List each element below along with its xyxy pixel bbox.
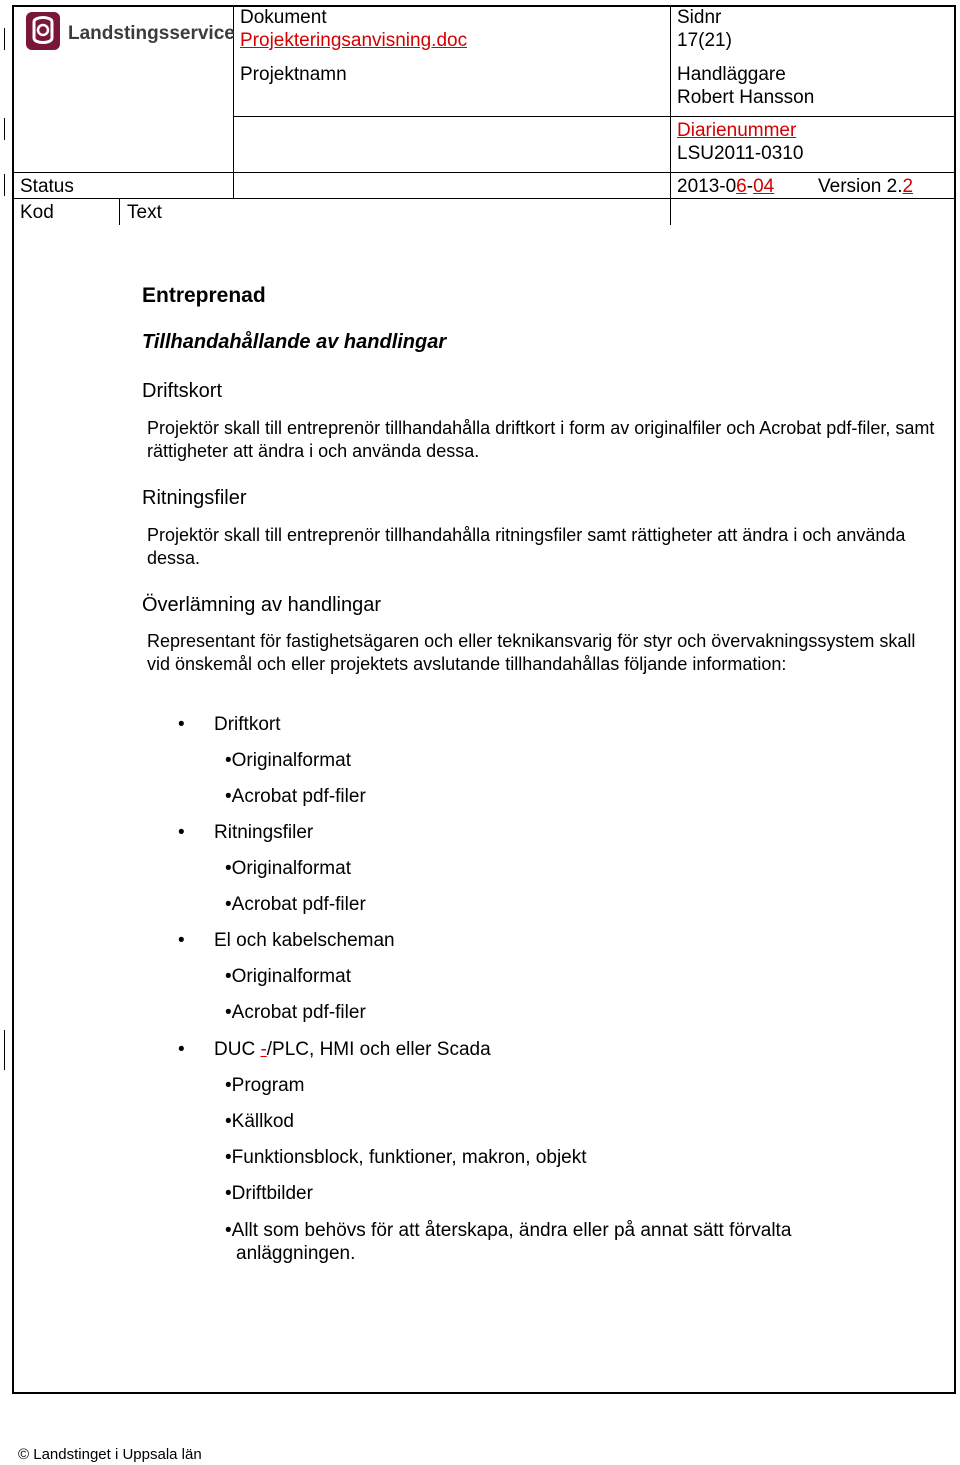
bullet-icon: • (225, 786, 232, 807)
list-subitem (225, 786, 366, 808)
list-item (178, 930, 395, 952)
date-part: - (746, 176, 754, 197)
section-text-ritningsfiler: Projektör skall till entreprenör tillhandahålla ritningsfiler samt rättigheter att ändra i och använda dessa. (147, 525, 906, 568)
bullet-icon: • (225, 966, 232, 987)
list-subitem (225, 1147, 587, 1169)
header-rule (12, 172, 956, 173)
projektnamn-label: Projektnamn (240, 64, 347, 85)
list-subitem (225, 1220, 791, 1242)
list-item (178, 822, 313, 844)
list-subitem (225, 966, 351, 988)
header-divider (119, 198, 120, 225)
text-label: Text (127, 202, 162, 223)
list-item-label: Originalformat (231, 858, 351, 879)
version-part-changed: 2 (902, 176, 914, 197)
list-item-label: El och kabelscheman (214, 930, 395, 951)
list-subitem (225, 1002, 366, 1024)
list-item-label: Driftbilder (231, 1183, 313, 1204)
list-subitem-continuation: anläggningen. (236, 1243, 356, 1264)
handlaggare-label: Handläggare (677, 64, 786, 85)
logo-text: Landstingsservice (68, 23, 235, 44)
bullet-icon: • (178, 822, 185, 843)
list-item-label: Acrobat pdf-filer (231, 1002, 366, 1023)
header-rule (12, 198, 956, 199)
section-text-driftskort: Projektör skall till entreprenör tillhandahålla driftkort i form av originalfiler och Acrobat pdf-filer, samt rättigheter att ändra i och använda dessa. (147, 418, 935, 461)
list-item-label-changed: - (260, 1039, 267, 1060)
list-item-label: Acrobat pdf-filer (231, 786, 366, 807)
diarienummer-label: Diarienummer (677, 120, 797, 141)
list-subitem (225, 750, 351, 772)
heading-tillhandahallande: Tillhandahållande av handlingar (142, 331, 447, 353)
list-subitem (225, 894, 366, 916)
change-bar (4, 118, 5, 140)
footer-text: Landstinget i Uppsala län (33, 1446, 202, 1463)
sidnr-value: 17(21) (677, 30, 732, 51)
bullet-icon: • (178, 1039, 185, 1060)
list-item-label: Allt som behövs för att återskapa, ändra eller på annat sätt förvalta (231, 1220, 792, 1241)
bullet-icon: • (225, 858, 232, 879)
header-divider (670, 5, 671, 225)
heading-entreprenad: Entreprenad (142, 284, 266, 307)
date-part-changed: 6 (736, 176, 747, 197)
handlaggare-value: Robert Hansson (677, 87, 815, 108)
date-value (677, 176, 774, 198)
list-item-label: Program (231, 1075, 305, 1096)
kod-label: Kod (20, 202, 54, 223)
list-item (178, 1039, 491, 1061)
list-subitem (225, 858, 351, 880)
bullet-icon: • (225, 1111, 232, 1132)
list-item (178, 714, 281, 736)
list-item-label: Ritningsfiler (214, 822, 314, 843)
bullet-icon: • (225, 1147, 232, 1168)
bullet-icon: • (225, 894, 232, 915)
list-subitem (225, 1075, 305, 1097)
bullet-icon: • (225, 750, 232, 771)
bullet-icon: • (225, 1075, 232, 1096)
section-title-overlamning: Överlämning av handlingar (142, 594, 382, 616)
list-item-label: /PLC, HMI och eller Scada (266, 1039, 491, 1060)
list-subitem (225, 1111, 294, 1133)
list-item-label: Acrobat pdf-filer (231, 894, 366, 915)
list-item-label: DUC (214, 1039, 261, 1060)
bullet-icon: • (225, 1002, 232, 1023)
section-title-driftskort: Driftskort (142, 380, 222, 402)
logo-icon (22, 8, 235, 54)
change-bar (4, 174, 5, 196)
header-rule (233, 116, 955, 117)
diarienummer-value: LSU2011-0310 (677, 143, 804, 164)
bullet-icon: • (225, 1220, 232, 1241)
list-item-label: Originalformat (231, 750, 351, 771)
bullet-icon: • (225, 1183, 232, 1204)
version-part: Version 2. (818, 176, 903, 197)
status-label: Status (20, 176, 74, 197)
dokument-label: Dokument (240, 7, 327, 28)
bullet-icon: • (178, 714, 185, 735)
date-part-changed: 04 (753, 176, 775, 197)
list-item-label: Källkod (231, 1111, 294, 1132)
logo (22, 8, 235, 54)
dokument-value[interactable]: Projekteringsanvisning.doc (240, 30, 468, 51)
list-item-label: Driftkort (214, 714, 281, 735)
bullet-icon: • (178, 930, 185, 951)
change-bar (4, 28, 5, 50)
list-item-label: Funktionsblock, funktioner, makron, objekt (231, 1147, 587, 1168)
list-item-label: Originalformat (231, 966, 351, 987)
date-part: 2013-0 (677, 176, 737, 197)
footer (18, 1446, 202, 1463)
list-subitem (225, 1183, 313, 1205)
sidnr-label: Sidnr (677, 7, 722, 28)
section-title-ritningsfiler: Ritningsfiler (142, 487, 247, 509)
version-value (818, 176, 913, 198)
change-bar (4, 1030, 5, 1070)
section-text-overlamning: Representant för fastighetsägaren och eller teknikansvarig för styr och övervakningssystem skall vid önskemål och eller projektets avslutande tillhandahållas följande information: (147, 631, 916, 674)
copyright-icon: © (18, 1446, 30, 1463)
